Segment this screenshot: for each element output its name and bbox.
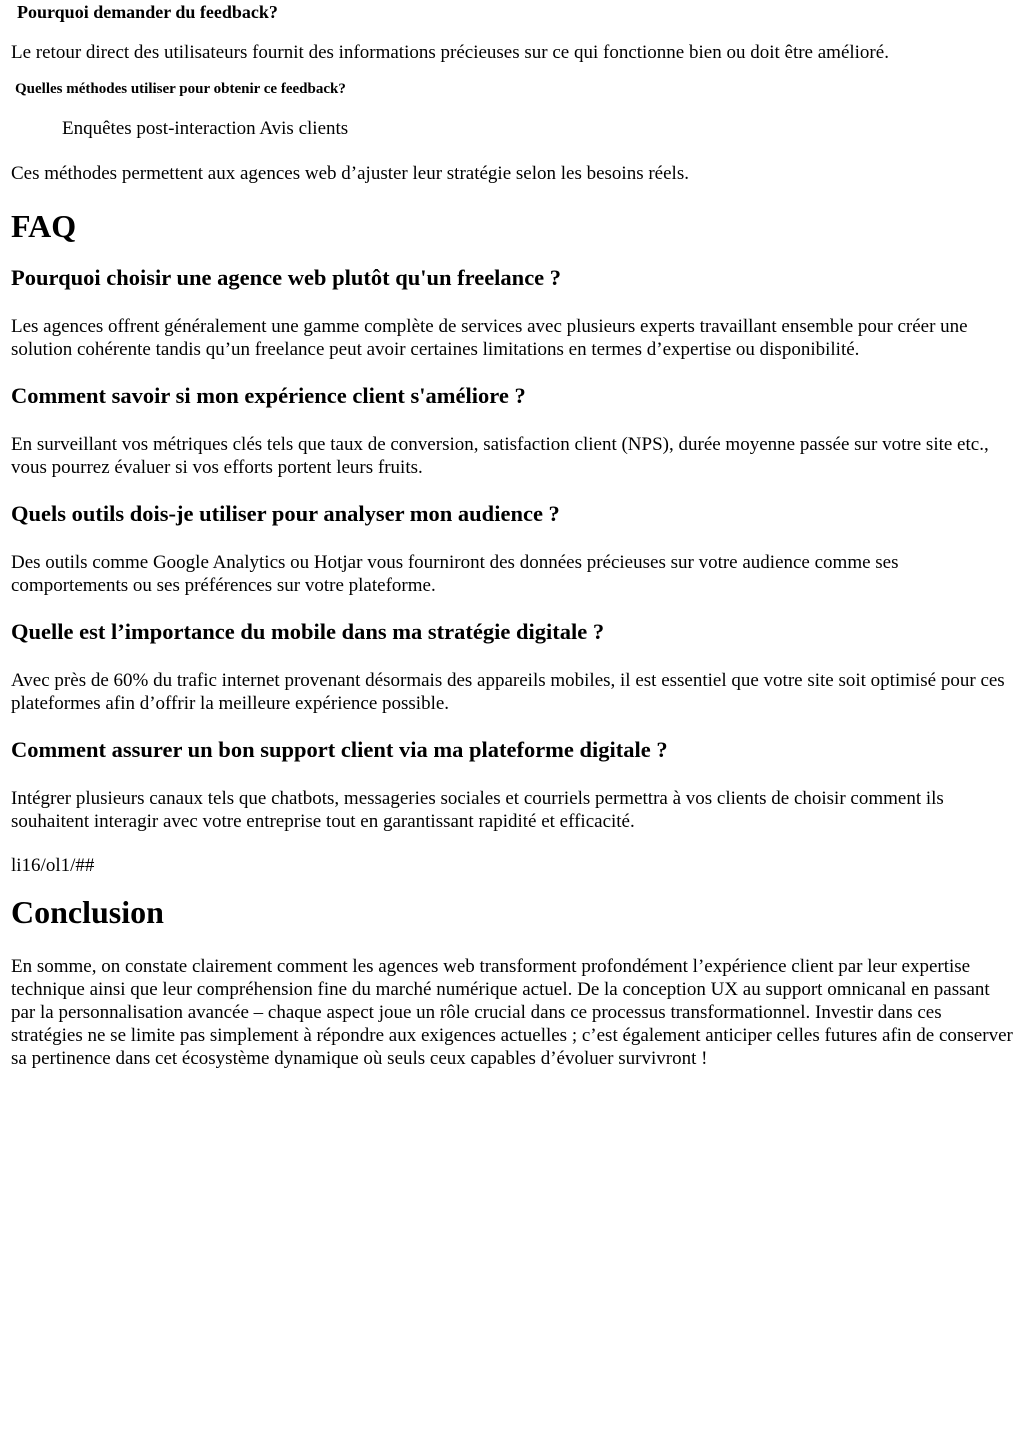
methods-note-paragraph: Ces méthodes permettent aux agences web d’ajuster leur stratégie selon les besoins réels. <box>11 163 689 184</box>
faq-list <box>11 265 1014 833</box>
faq-question: Pourquoi choisir une agence web plutôt qu'un freelance ? <box>11 265 562 290</box>
faq-question: Quelle est l’importance du mobile dans ma stratégie digitale ? <box>11 619 605 644</box>
methods-list: Enquêtes post-interaction Avis clients <box>62 118 349 139</box>
faq-answer: Des outils comme Google Analytics ou Hotjar vous fourniront des données précieuses sur votre audience comme ses comportements ou ses préférences sur votre plateforme. <box>11 552 899 596</box>
conclusion-heading: Conclusion <box>11 894 164 930</box>
faq-answer: Intégrer plusieurs canaux tels que chatbots, messageries sociales et courriels permettra à vos clients de choisir comment ils souhaitent interagir avec votre entreprise tout en garantissant rapidité et efficacité. <box>11 788 944 832</box>
faq-answer: Avec près de 60% du trafic internet provenant désormais des appareils mobiles, il est essentiel que votre site soit optimisé pour ces plateformes afin d’offrir la meilleure expérience possible. <box>11 670 1005 714</box>
feedback-heading: Pourquoi demander du feedback? <box>17 2 278 22</box>
list-marker-text: li16/ol1/## <box>11 855 95 876</box>
faq-answer: Les agences offrent généralement une gamme complète de services avec plusieurs experts travaillant ensemble pour créer une solution cohérente tandis qu’un freelance peut avoir certaines limitations en termes d’expertise ou disponibilité. <box>11 316 968 360</box>
conclusion-paragraph: En somme, on constate clairement comment les agences web transforment profondément l’expérience client par leur expertise technique ainsi que leur compréhension fine du marché numérique actuel. De la conception UX au support omnicanal en passant par la personnalisation avancée – chaque aspect joue un rôle crucial dans ce processus transformationnel. Investir dans ces stratégies ne se limite pas simplement à répondre aux exigences actuelles ; c’est également anticiper celles futures afin de conserver sa pertinence dans cet écosystème dynamique où seuls ceux capables d’évoluer survivront ! <box>11 956 1013 1069</box>
faq-answer: En surveillant vos métriques clés tels que taux de conversion, satisfaction client (NPS), durée moyenne passée sur votre site etc., vous pourrez évaluer si vos efforts portent leurs fruits. <box>11 434 989 478</box>
faq-question: Comment assurer un bon support client via ma plateforme digitale ? <box>11 737 668 762</box>
faq-question: Quels outils dois-je utiliser pour analyser mon audience ? <box>11 501 560 526</box>
feedback-intro-paragraph: Le retour direct des utilisateurs fournit des informations précieuses sur ce qui fonctionne bien ou doit être amélioré. <box>11 42 889 63</box>
methods-heading: Quelles méthodes utiliser pour obtenir ce feedback? <box>15 81 346 97</box>
faq-heading: FAQ <box>11 208 77 244</box>
faq-question: Comment savoir si mon expérience client s'améliore ? <box>11 383 526 408</box>
